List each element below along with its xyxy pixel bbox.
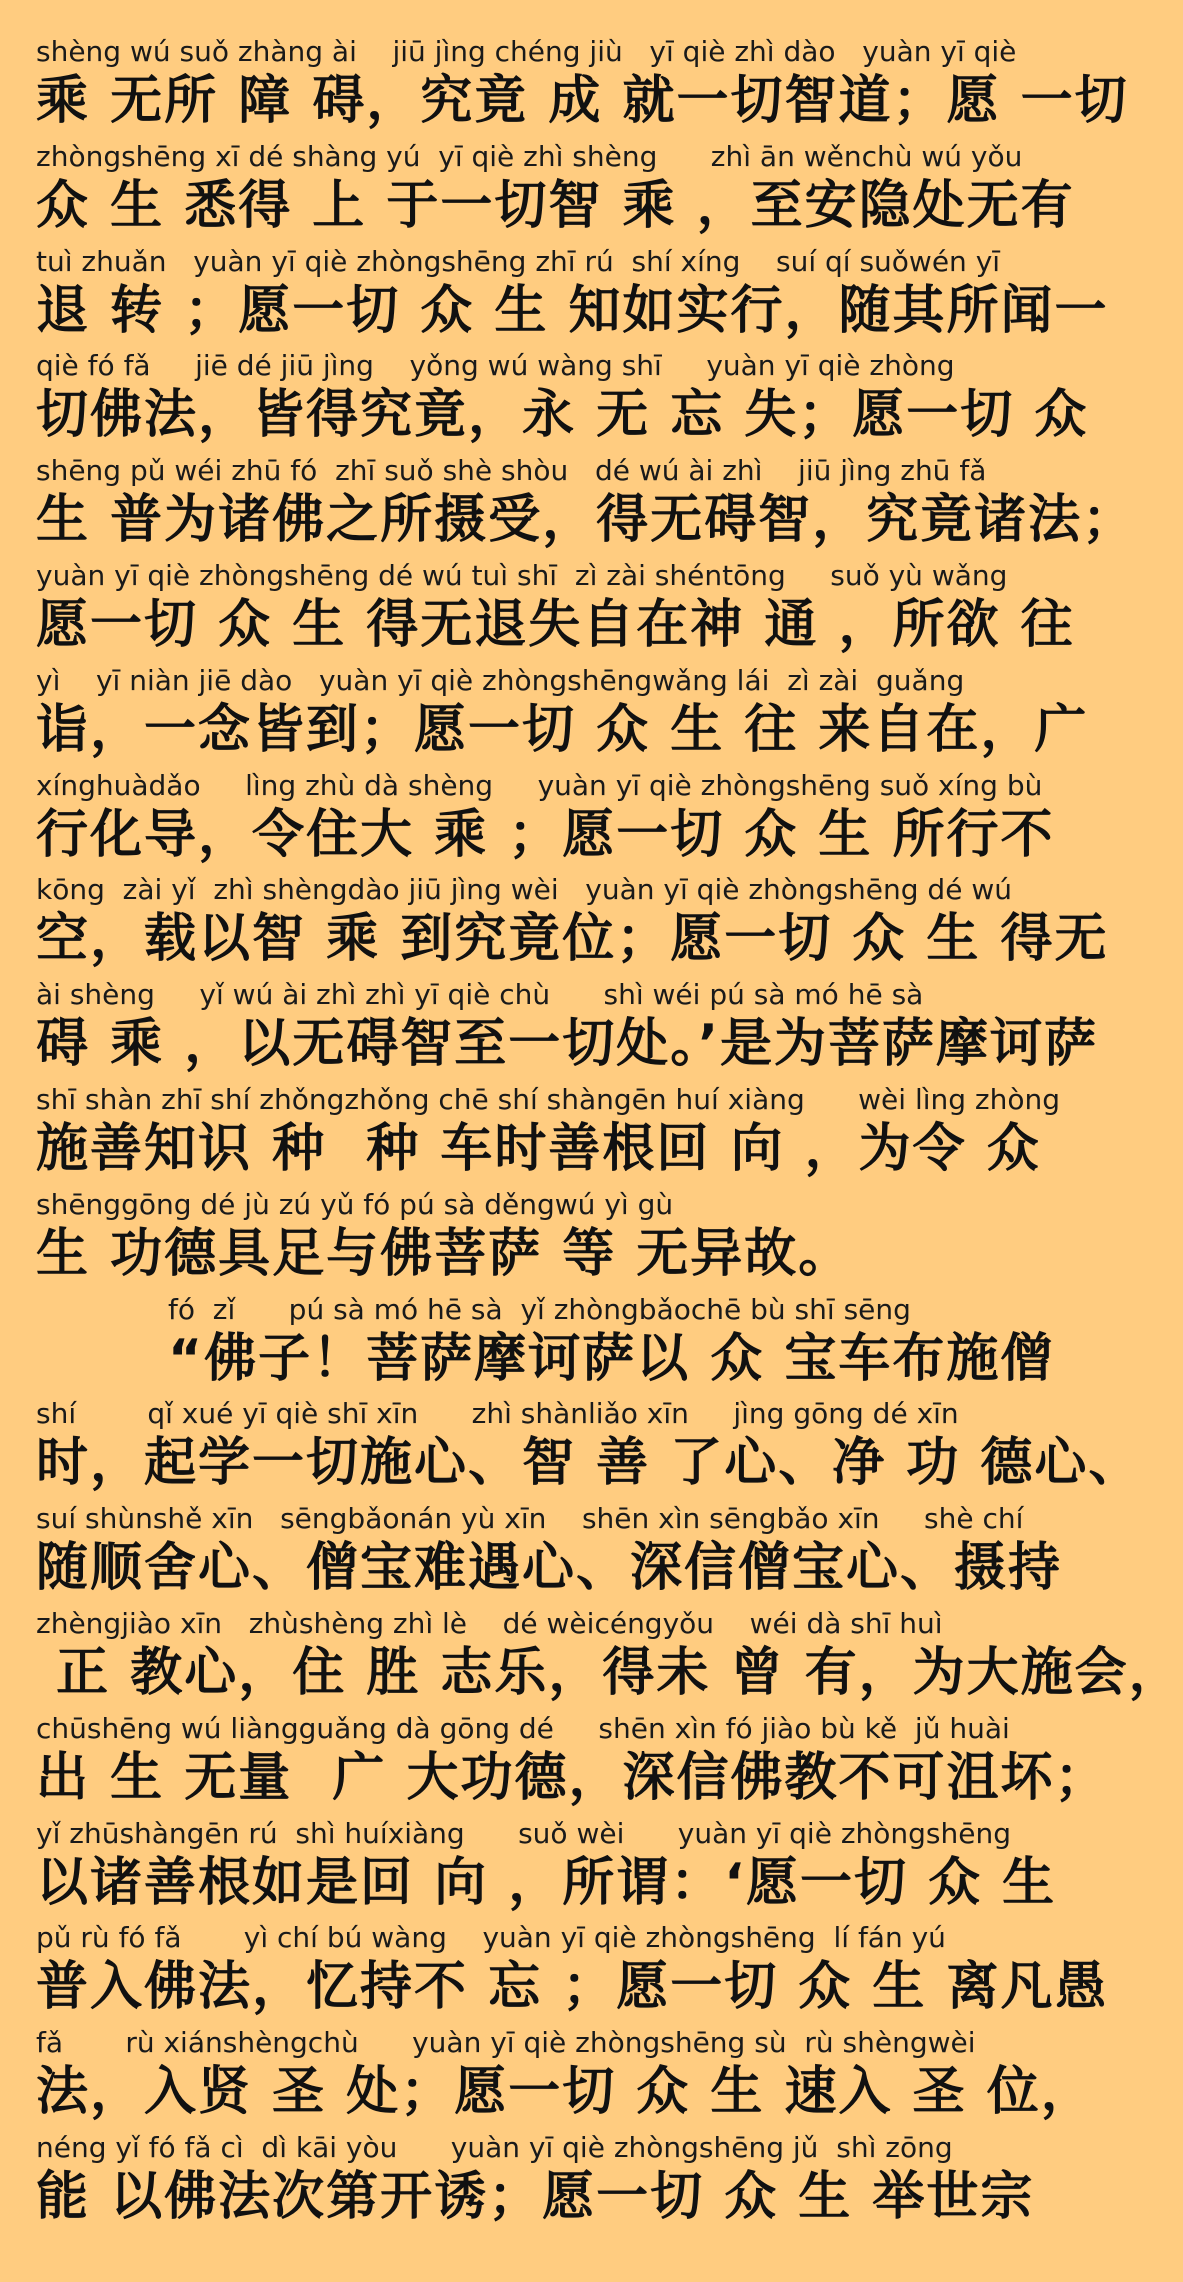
pinyin-annotation: shēnggōng dé jù zú yǔ fó pú sà děngwú yì gù bbox=[36, 1187, 674, 1221]
chinese-text: “佛子！菩萨摩诃萨以 众 宝车布施僧 bbox=[168, 1328, 1055, 1389]
text-line bbox=[0, 1920, 1109, 2025]
text-line bbox=[0, 1606, 1183, 1711]
pinyin-annotation: qiè fó fǎ jiē dé jiū jìng yǒng wú wàng shī yuàn yī qiè zhòng bbox=[36, 349, 955, 383]
chinese-text: 法，入贤 圣 处；愿一切 众 生 速入 圣 位， bbox=[36, 2062, 1095, 2123]
text-line bbox=[0, 244, 1109, 349]
text-line bbox=[0, 663, 1089, 768]
chinese-text: 能 以佛法次第开诱；愿一切 众 生 举世宗 bbox=[36, 2166, 1035, 2227]
text-line bbox=[0, 139, 1080, 244]
chinese-text: 随顺舍心、僧宝难遇心、深信僧宝心、摄持 bbox=[36, 1538, 1063, 1599]
pinyin-annotation: suí shùnshě xīn sēngbǎonán yù xīn shēn xìn sēngbǎo xīn shè chí bbox=[36, 1502, 1024, 1536]
text-line bbox=[0, 34, 1129, 139]
pinyin-annotation: kōng zài yǐ zhì shèngdào jiū jìng wèi yuàn yī qiè zhòngshēng dé wú bbox=[36, 873, 1012, 907]
chinese-text: 诣，一念皆到；愿一切 众 生 往 来自在，广 bbox=[36, 699, 1089, 760]
pinyin-annotation: tuì zhuǎn yuàn yī qiè zhòngshēng zhī rú shí xíng suí qí suǒwén yī bbox=[36, 244, 1001, 278]
pinyin-annotation: fǎ rù xiánshèngchù yuàn yī qiè zhòngshēng sù rù shèngwèi bbox=[36, 2026, 976, 2060]
pinyin-annotation: xínghuàdǎo lìng zhù dà shèng yuàn yī qiè zhòngshēng suǒ xíng bù bbox=[36, 768, 1043, 802]
chinese-text: 愿一切 众 生 得无退失自在神 通 ，所欲 往 bbox=[36, 594, 1075, 655]
text-line bbox=[0, 1082, 1080, 1187]
chinese-text: 施善知识 种 种 车时善根回 向 ，为令 众 bbox=[36, 1118, 1041, 1179]
pinyin-annotation: néng yǐ fó fǎ cì dì kāi yòu yuàn yī qiè zhòngshēng jǔ shì zōng bbox=[36, 2130, 953, 2164]
pinyin-annotation: pǔ rù fó fǎ yì chí bú wàng yuàn yī qiè zhòngshēng lí fán yú bbox=[36, 1921, 946, 1955]
text-line bbox=[0, 1292, 1080, 1397]
text-line bbox=[0, 977, 1098, 1082]
text-line bbox=[0, 453, 1137, 558]
pinyin-annotation: zhòngshēng xī dé shàng yú yī qiè zhì shèng zhì ān wěnchù wú yǒu bbox=[36, 139, 1023, 173]
chinese-text: 行化导，令住大 乘 ；愿一切 众 生 所行不 bbox=[36, 804, 1055, 865]
pinyin-annotation: yì yī niàn jiē dào yuàn yī qiè zhòngshēngwǎng lái zì zài guǎng bbox=[36, 663, 965, 697]
chinese-text: 生 普为诸佛之所摄受，得无碍智，究竟诸法； bbox=[36, 490, 1137, 551]
pinyin-annotation: shèng wú suǒ zhàng ài jiū jìng chéng jiù yī qiè zhì dào yuàn yī qiè bbox=[36, 35, 1017, 68]
chinese-text: 切佛法，皆得究竟，永 无 忘 失；愿一切 众 bbox=[36, 385, 1089, 446]
pinyin-annotation: shēng pǔ wéi zhū fó zhī suǒ shè shòu dé wú ài zhì jiū jìng zhū fǎ bbox=[36, 454, 987, 488]
chinese-text: 众 生 悉得 上 于一切智 乘 ，至安隐处无有 bbox=[36, 175, 1075, 236]
text-line bbox=[0, 2130, 1080, 2235]
chinese-text: 普入佛法，忆持不 忘 ；愿一切 众 生 离凡愚 bbox=[36, 1957, 1109, 2018]
text-line bbox=[0, 2025, 1095, 2130]
text-line bbox=[0, 1711, 1109, 1816]
pinyin-annotation: shí qǐ xué yī qiè shī xīn zhì shànliǎo xīn jìng gōng dé xīn bbox=[36, 1397, 959, 1431]
text-line bbox=[0, 768, 1080, 873]
chinese-text: 正 教心，住 胜 志乐，得未 曾 有，为大施会， bbox=[36, 1642, 1183, 1703]
pinyin-annotation: zhèngjiào xīn zhùshèng zhì lè dé wèicéngyǒu wéi dà shī huì bbox=[36, 1606, 943, 1640]
chinese-text: 出 生 无量 广 大功德，深信佛教不可沮坏； bbox=[36, 1747, 1109, 1808]
chinese-text: 生 功德具足与佛菩萨 等 无异故。 bbox=[36, 1223, 853, 1284]
text-line bbox=[0, 1187, 1080, 1292]
text-line bbox=[0, 1501, 1080, 1606]
chinese-text: 乘 无所 障 碍，究竟 成 就一切智道；愿 一切 bbox=[36, 71, 1129, 131]
text-line bbox=[0, 558, 1080, 663]
text-line bbox=[0, 348, 1089, 453]
chinese-text: 以诸善根如是回 向 ，所谓：‘愿一切 众 生 bbox=[36, 1852, 1057, 1913]
chinese-text: 时，起学一切施心、智 善 了心、净 功 德心、 bbox=[36, 1433, 1143, 1494]
chinese-text: 空，载以智 乘 到究竟位；愿一切 众 生 得无 bbox=[36, 909, 1109, 970]
chinese-text: 退 转 ；愿一切 众 生 知如实行，随其所闻一 bbox=[36, 280, 1109, 341]
pinyin-annotation: shī shàn zhī shí zhǒngzhǒng chē shí shàngēn huí xiàng wèi lìng zhòng bbox=[36, 1082, 1061, 1116]
text-line bbox=[0, 872, 1109, 977]
text-line bbox=[0, 1816, 1080, 1921]
chinese-text: 碍 乘 ，以无碍智至一切处。’是为菩萨摩诃萨 bbox=[36, 1014, 1098, 1075]
pinyin-annotation: yǐ zhūshàngēn rú shì huíxiàng suǒ wèi yuàn yī qiè zhòngshēng bbox=[36, 1816, 1011, 1850]
text-line bbox=[0, 1396, 1143, 1501]
pinyin-annotation: fó zǐ pú sà mó hē sà yǐ zhòngbǎochē bù shī sēng bbox=[168, 1292, 911, 1326]
pinyin-annotation: yuàn yī qiè zhòngshēng dé wú tuì shī zì zài shéntōng suǒ yù wǎng bbox=[36, 558, 1008, 592]
pinyin-annotation: ài shèng yǐ wú ài zhì zhì yī qiè chù shì wéi pú sà mó hē sà bbox=[36, 978, 924, 1012]
pinyin-annotation: chūshēng wú liàngguǎng dà gōng dé shēn xìn fó jiào bù kě jǔ huài bbox=[36, 1711, 1010, 1745]
